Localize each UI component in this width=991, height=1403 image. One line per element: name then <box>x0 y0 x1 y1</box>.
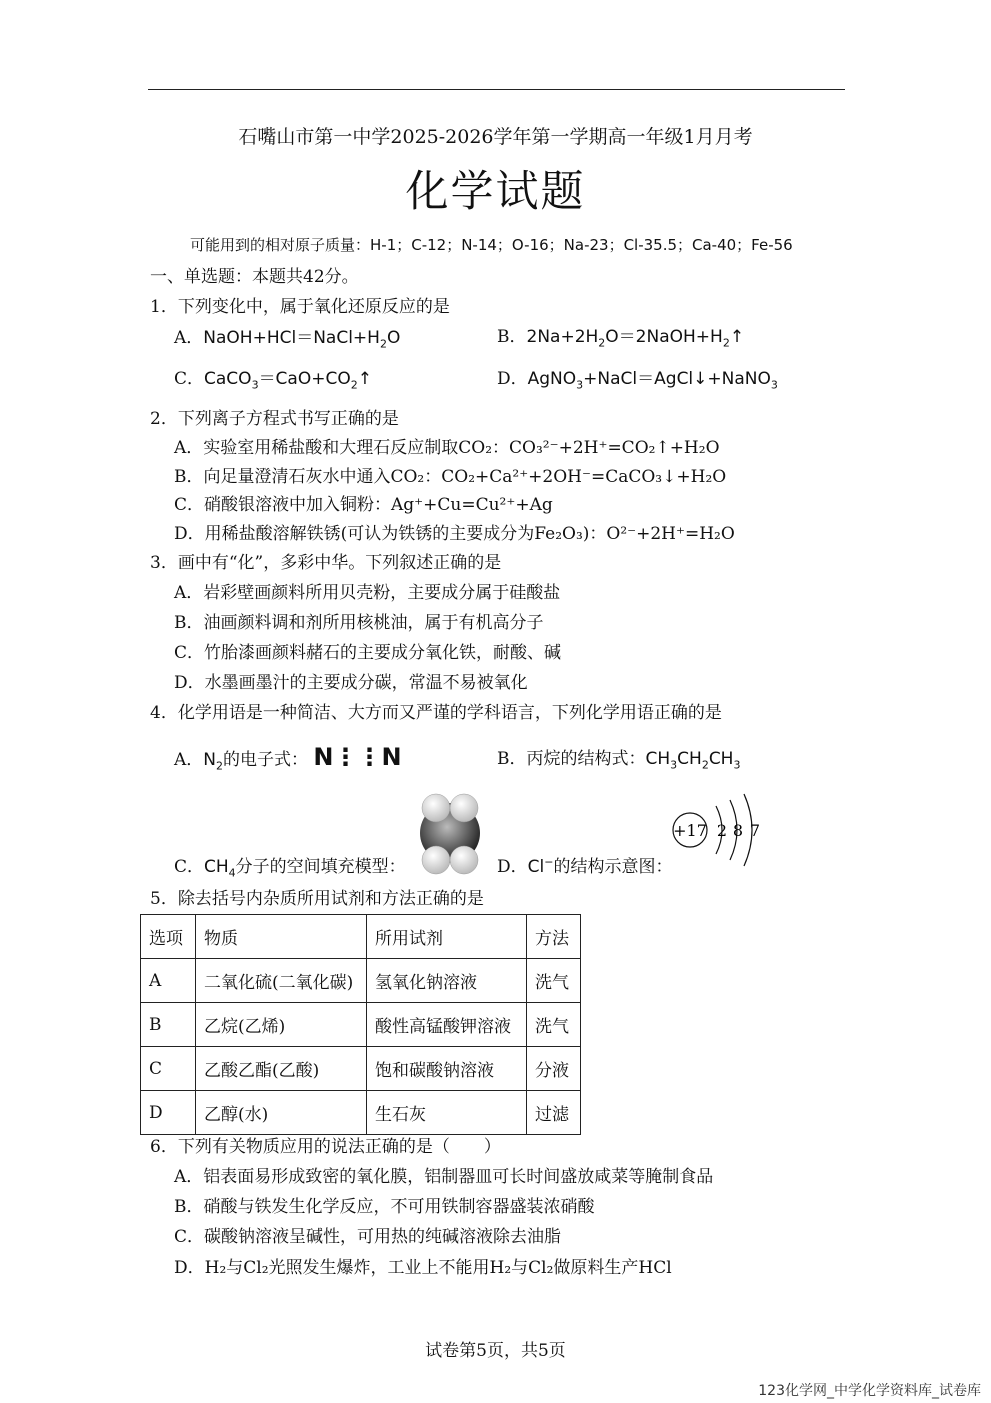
q2-stem: 2．下列离子方程式书写正确的是 <box>150 409 399 429</box>
atomic-masses: 可能用到的相对原子质量：H-1；C-12；N-14；O-16；Na-23；Cl-35.5；Ca-40；Fe-56 <box>190 236 793 254</box>
table-cell: 过滤 <box>527 1091 581 1135</box>
q2-option-c: C．硝酸银溶液中加入铜粉：Ag⁺+Cu=Cu²⁺+Ag <box>174 495 553 515</box>
table-cell: 生石灰 <box>367 1091 527 1135</box>
q6-option-a: A．铝表面易形成致密的氧化膜，铝制器皿可长时间盛放咸菜等腌制食品 <box>174 1167 714 1187</box>
q1-option-a: A．$NaOH+HCl=NaCl+H_2O$ <box>174 328 401 351</box>
q4-option-d: D．Cl−的结构示意图： <box>497 855 673 877</box>
page-title: 化学试题 <box>405 167 586 217</box>
table-header: 方法 <box>527 915 581 959</box>
table-row <box>141 1003 581 1047</box>
table-cell: 洗气 <box>527 1003 581 1047</box>
table-header: 物质 <box>196 915 367 959</box>
q1-option-d: D．AgNO$_3$+NaCl＝AgCl↓+NaNO$_3$ <box>497 369 778 392</box>
q4-stem: 4．化学用语是一种简洁、大方而又严谨的学科语言，下列化学用语正确的是 <box>150 703 722 723</box>
q3-option-b: B．油画颜料调和剂所用核桃油，属于有机高分子 <box>174 613 544 633</box>
table-row <box>141 1047 581 1091</box>
table-cell: C <box>141 1047 196 1091</box>
q4-option-a: A．$N_2$的电子式： N⋮⋮N <box>174 743 402 773</box>
q2-option-a: A．实验室用稀盐酸和大理石反应制取CO₂：CO₃²⁻+2H⁺=CO₂↑+H₂O <box>174 438 720 458</box>
nucleus-charge: +17 <box>673 821 707 840</box>
q3-stem: 3．画中有“化”，多彩中华。下列叙述正确的是 <box>150 553 502 573</box>
q3-option-d: D．水墨画墨汁的主要成分碳，常温不易被氧化 <box>174 673 528 693</box>
shell-1-count: 2 <box>716 821 728 840</box>
q3-option-a: A．岩彩壁画颜料所用贝壳粉，主要成分属于硅酸盐 <box>174 583 561 603</box>
q2-option-d: D．用稀盐酸溶解铁锈(可认为铁锈的主要成分为Fe₂O₃)：O²⁻+2H⁺=H₂O <box>174 524 735 544</box>
table-cell: 乙烷(乙烯) <box>196 1003 367 1047</box>
q3-option-c: C．竹胎漆画颜料赭石的主要成分氧化铁，耐酸、碱 <box>174 643 562 663</box>
q1-option-b: B．$2Na+2H_2O=2NaOH+H_2↑$ <box>497 327 745 350</box>
table-row <box>141 1091 581 1135</box>
n2-lewis-structure: N⋮⋮N <box>313 743 402 771</box>
table-cell: A <box>141 959 196 1003</box>
table-header: 所用试剂 <box>367 915 527 959</box>
table-row <box>141 959 581 1003</box>
q5-table <box>140 914 581 1135</box>
q6-option-b: B．硝酸与铁发生化学反应，不可用铁制容器盛装浓硝酸 <box>174 1197 595 1217</box>
q2-option-b: B．向足量澄清石灰水中通入CO₂：CO₂+Ca²⁺+2OH⁻=CaCO₃↓+H₂O <box>174 467 727 487</box>
table-header-row <box>141 915 581 959</box>
table-header: 选项 <box>141 915 196 959</box>
watermark: 123化学网_中学化学资料库_试卷库 <box>758 1383 981 1399</box>
q6-option-c: C．碳酸钠溶液呈碱性，可用热的纯碱溶液除去油脂 <box>174 1227 562 1247</box>
table-cell: 分液 <box>527 1047 581 1091</box>
table-cell: 二氧化硫(二氧化碳) <box>196 959 367 1003</box>
q5-stem: 5．除去括号内杂质所用试剂和方法正确的是 <box>150 889 484 909</box>
ch4-space-filling-model <box>410 788 490 878</box>
table-cell: 氢氧化钠溶液 <box>367 959 527 1003</box>
q6-option-d: D．H₂与Cl₂光照发生爆炸，工业上不能用H₂与Cl₂做原料生产HCl <box>174 1258 672 1278</box>
table-cell: 洗气 <box>527 959 581 1003</box>
table-cell: 饱和碳酸钠溶液 <box>367 1047 527 1091</box>
top-rule <box>148 89 845 90</box>
shell-3-count: 7 <box>749 821 761 840</box>
page-footer: 试卷第5页，共5页 <box>425 1341 566 1361</box>
q1-option-c: C．$CaCO_3=CaO+CO_2↑$ <box>174 369 372 392</box>
q6-stem: 6．下列有关物质应用的说法正确的是（ ） <box>150 1137 501 1157</box>
q4-option-c: C．$CH_4$分子的空间填充模型： <box>174 857 406 880</box>
cl-ion-structure-diagram <box>668 788 768 874</box>
shell-2-count: 8 <box>732 821 744 840</box>
table-cell: B <box>141 1003 196 1047</box>
section-heading: 一、单选题：本题共42分。 <box>150 267 359 287</box>
school-header: 石嘴山市第一中学2025-2026学年第一学期高一年级1月月考 <box>238 126 753 148</box>
q4-option-b: B．丙烷的结构式：$CH_3CH_2CH_3$ <box>497 749 741 772</box>
table-cell: 乙醇(水) <box>196 1091 367 1135</box>
table-cell: 酸性高锰酸钾溶液 <box>367 1003 527 1047</box>
table-cell: 乙酸乙酯(乙酸) <box>196 1047 367 1091</box>
q1-stem: 1．下列变化中，属于氧化还原反应的是 <box>150 297 450 317</box>
table-cell: D <box>141 1091 196 1135</box>
